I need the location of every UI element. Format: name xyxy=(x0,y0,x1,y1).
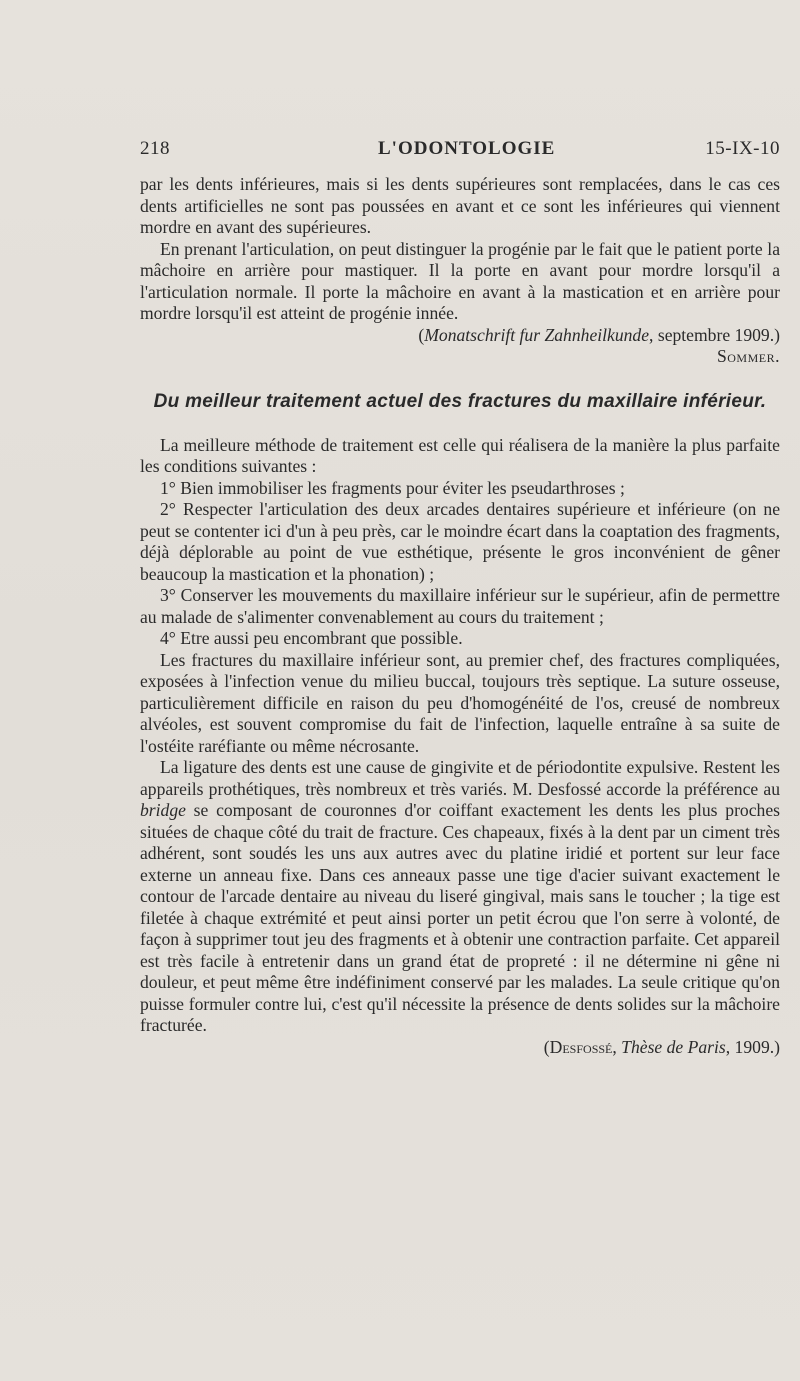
signature-work: Thèse de Paris xyxy=(621,1036,726,1057)
condition-item-3: 3° Conserver les mouvements du maxillaire inférieur sur le supérieur, afin de permettre au malade de s'alimenter convenablement au cours du traitement ; xyxy=(140,585,780,627)
citation-open: ( xyxy=(418,324,425,345)
signature-year: , 1909.) xyxy=(725,1036,780,1057)
journal-title: L'ODONTOLOGIE xyxy=(378,138,556,159)
citation-journal: Monatschrift fur Zahnheilkunde xyxy=(424,324,650,345)
issue-date: 15-IX-10 xyxy=(705,138,780,159)
article1-citation xyxy=(140,325,780,347)
article1-paragraph-2: En prenant l'articulation, on peut distinguer la progénie par le fait que le patient porte la mâchoire en arrière pour mastiquer. Il la porte en avant pour mordre lorsqu'il a l'articulation normale. Il porte la mâchoire en avant à la mastication et en arrière pour mordre lorsqu'il est atteint de progénie innée. xyxy=(140,238,780,323)
article2-paragraph-fractures: Les fractures du maxillaire inférieur sont, au premier chef, des fractures compliquées, exposées à l'infection venue du milieu buccal, toujours très septique. La suture osseuse, particulièrement difficile en raison du peu d'homogénéité de l'os, creusé de nombreux alvéoles, est souvent compromise du fait de l'infection, laquelle entraîne à sa suite de l'ostéite raréfiante ou même nécrosante. xyxy=(140,649,780,756)
ligature-text-1: La ligature des dents est une cause de gingivite et de périodontite expulsive. Restent les appareils prothétiques, très nombreux et très variés. M. Desfossé accorde la préférence au xyxy=(140,757,780,799)
signature-open: ( xyxy=(543,1036,550,1057)
condition-item-4: 4° Etre aussi peu encombrant que possible. xyxy=(160,628,463,648)
article2-title: Du meilleur traitement actuel des fractures du maxillaire inférieur. xyxy=(153,390,767,412)
article2-intro: La meilleure méthode de traitement est celle qui réalisera de la manière la plus parfaite les conditions suivantes : xyxy=(140,434,780,476)
signature-sep: , xyxy=(612,1036,622,1057)
citation-rest: , septembre 1909.) xyxy=(649,324,780,345)
page-number: 218 xyxy=(140,138,170,159)
condition-item-1: 1° Bien immobiliser les fragments pour éviter les pseudarthroses ; xyxy=(160,477,625,498)
signature-author: Desfossé xyxy=(549,1036,613,1057)
ligature-text-2: se composant de couronnes d'or coiffant exactement les dents les plus proches situées de chaque côté du trait de fracture. Ces chapeaux, fixés à la dent par un ciment très adhérent, sont soudés les uns aux autres avec du platine iridié et portent sur leur face externe un anneau fixe. Dans ces anneaux passe une tige d'acier suivant exactement le contour de l'arcade dentaire au niveau du liseré gingival, mais sans le toucher ; la tige est filetée à chaque extrémité et peut ainsi porter un petit écrou que l'on serre à volonté, de façon à supprimer tout jeu des fragments et à obtenir une contraction parfaite. Cet appareil est très facile à entretenir dans un grand état de propreté : il ne détermine ni gêne ni douleur, et peut même être indéfiniment conservé par les malades. La seule critique qu'on puisse formuler contre lui, c'est qu'il nécessite la présence de dents solides sur la mâchoire fracturée. xyxy=(140,800,780,1035)
page-body xyxy=(140,174,780,1058)
condition-item-2: 2° Respecter l'articulation des deux arcades dentaires supérieure et inférieure (on ne peut se contenter ici d'un à peu près, car le moindre écart dans la coaptation des fragments, déjà déplorable au point de vue esthétique, présente le gros inconvénient de gêner beaucoup la mastication et la phonation) ; xyxy=(140,499,780,584)
article2-signature xyxy=(140,1037,780,1059)
article2-paragraph-ligature xyxy=(140,757,780,1037)
running-header xyxy=(140,138,780,168)
article1-author: Sommer. xyxy=(716,346,780,366)
bridge-term: bridge xyxy=(140,800,186,820)
article1-paragraph-1: par les dents inférieures, mais si les dents supérieures sont remplacées, dans le cas ces dents artificielles ne sont pas poussées en avant et ce sont les inférieures qui viennent mordre en avant des supérieures. xyxy=(140,174,780,237)
